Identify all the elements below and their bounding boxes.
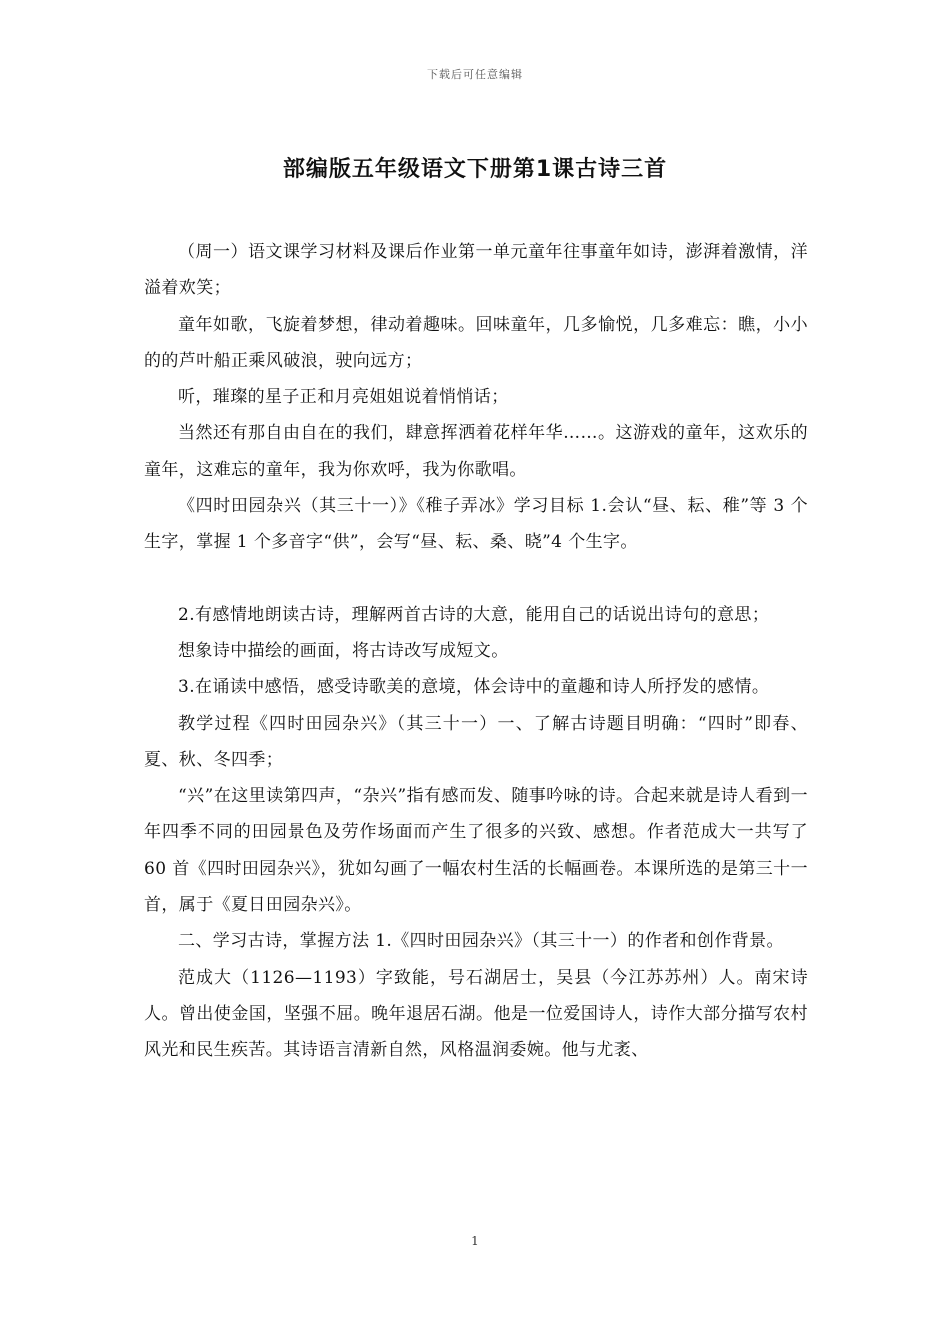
paragraph-learning-goal-1: 《四时田园杂兴（其三十一）》《稚子弄冰》学习目标 1.会认“昼、耘、稚”等 3 个生字，掌握 1 个多音字“供”，会写“昼、耘、桑、晓”4 个生字。 xyxy=(144,496,808,553)
paragraph-xing-explained: “兴”在这里读第四声，“杂兴”指有感而发、随事吟咏的诗。合起来就是诗人看到一年四季不同的田园景色及劳作场面而产生了很多的兴致、感想。作者范成大一共写了 60 首《四时田园杂兴》，犹如勾画了一幅农村生活的长幅画卷。本课所选的是第三十一首，属于《夏日田园杂兴》。 xyxy=(144,786,808,916)
paragraph-listen: 听，璀璨的星子正和月亮姐姐说着悄悄话； xyxy=(178,387,509,408)
page-header-note: 下载后可任意编辑 xyxy=(427,68,523,81)
document-body xyxy=(144,234,808,1069)
document-title: 部编版五年级语文下册第1课古诗三首 xyxy=(282,157,668,182)
paragraph-teaching-process: 教学过程《四时田园杂兴》（其三十一）一、了解古诗题目明确：“四时”即春、夏、秋、冬四季； xyxy=(144,713,808,770)
page-number: 1 xyxy=(471,1234,479,1248)
paragraph-childhood-song: 童年如歌，飞旋着梦想，律动着趣味。回味童年，几多愉悦，几多难忘：瞧，小小的的芦叶船正乘风破浪，驶向远方； xyxy=(144,314,808,371)
paragraph-study-poem: 二、学习古诗，掌握方法 1.《四时田园杂兴》（其三十一）的作者和创作背景。 xyxy=(178,931,784,952)
paragraph-intro: （周一）语文课学习材料及课后作业第一单元童年往事童年如诗，澎湃着激情，洋溢着欢笑； xyxy=(144,242,808,299)
paragraph-free: 当然还有那自由自在的我们，肆意挥洒着花样年华……。这游戏的童年，这欢乐的童年，这难忘的童年，我为你欢呼，我为你歌唱。 xyxy=(144,423,808,480)
paragraph-imagine: 想象诗中描绘的画面，将古诗改写成短文。 xyxy=(178,640,509,661)
paragraph-learning-goal-2: 2.有感情地朗读古诗，理解两首古诗的大意，能用自己的话说出诗句的意思； xyxy=(178,604,770,625)
paragraph-learning-goal-3: 3.在诵读中感悟，感受诗歌美的意境，体会诗中的童趣和诗人所抒发的感情。 xyxy=(178,677,770,698)
paragraph-author-bio: 范成大（1126—1193）字致能，号石湖居士，吴县（今江苏苏州）人。南宋诗人。曾出使金国，坚强不屈。晚年退居石湖。他是一位爱国诗人，诗作大部分描写农村风光和民生疾苦。其诗语言清新自然，风格温润委婉。他与尤袤、 xyxy=(144,967,808,1061)
